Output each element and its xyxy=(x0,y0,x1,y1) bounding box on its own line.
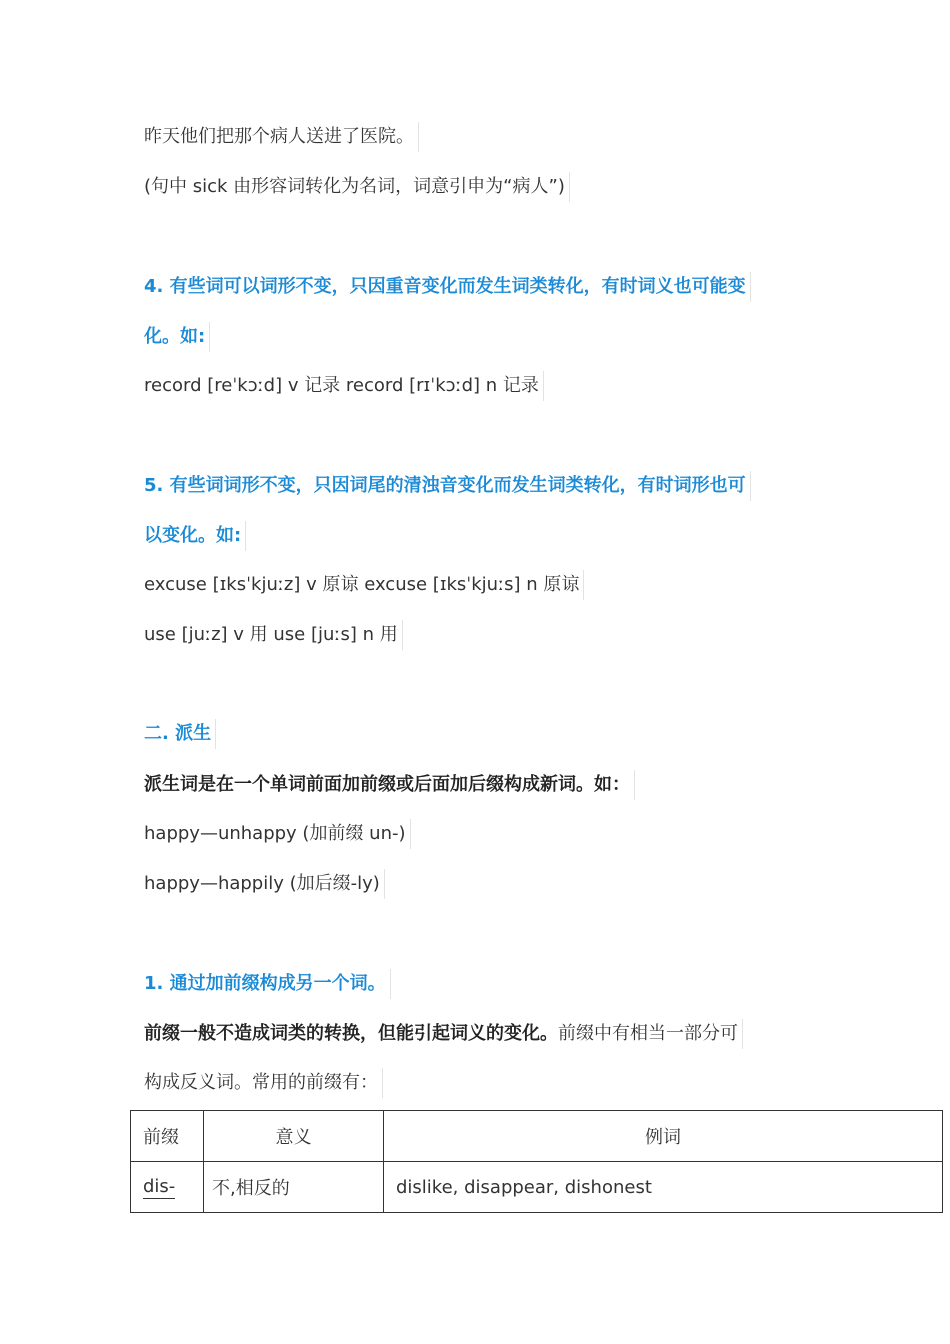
use-example: use [juːz] v 用 use [juːs] n 用 xyxy=(144,620,403,650)
header-meaning: 意义 xyxy=(204,1111,384,1162)
example-note: (句中 sick 由形容词转化为名词，词意引申为“病人”) xyxy=(144,172,570,202)
prefix-paragraph-rest: 前缀中有相当一部分可 xyxy=(558,1023,738,1044)
prefix-paragraph-line1 xyxy=(144,1019,743,1049)
derivation-definition xyxy=(144,770,635,800)
rule-4-heading-line1: 4. 有些词可以词形不变，只因重音变化而发生词类转化，有时词义也可能变 xyxy=(144,272,751,302)
rule-4-heading-line2: 化。如: xyxy=(144,322,210,352)
derivation-example-1: happy—unhappy (加前缀 un-) xyxy=(144,819,411,849)
rule-5-heading-line2: 以变化。如: xyxy=(144,521,246,551)
example-sentence-translation: 昨天他们把那个病人送进了医院。 xyxy=(144,122,419,152)
cell-meaning: 不,相反的 xyxy=(204,1162,384,1213)
table-header-row xyxy=(131,1111,943,1162)
cell-examples: dislike, disappear, dishonest xyxy=(384,1162,943,1213)
excuse-example: excuse [ɪksˈkjuːz] v 原谅 excuse [ɪksˈkjuːs] n 原谅 xyxy=(144,570,584,600)
prefix-table xyxy=(130,1110,943,1213)
derivation-definition-text: 派生词是在一个单词前面加前缀或后面加后缀构成新词。如： xyxy=(144,774,630,795)
header-prefix: 前缀 xyxy=(131,1111,204,1162)
section-2-heading: 二. 派生 xyxy=(144,719,216,749)
header-examples: 例词 xyxy=(384,1111,943,1162)
prefix-paragraph-line2: 构成反义词。常用的前缀有： xyxy=(144,1068,383,1098)
prefix-paragraph-bold: 前缀一般不造成词类的转换，但能引起词义的变化。 xyxy=(144,1023,558,1044)
prefix-value: dis- xyxy=(143,1175,176,1197)
cell-prefix xyxy=(131,1162,204,1213)
table-row xyxy=(131,1162,943,1213)
record-example: record [reˈkɔːd] v 记录 record [rɪˈkɔːd] n 记录 xyxy=(144,371,544,401)
prefix-heading: 1. 通过加前缀构成另一个词。 xyxy=(144,969,391,999)
derivation-example-2: happy—happily (加后缀-ly) xyxy=(144,869,385,899)
rule-5-heading-line1: 5. 有些词词形不变，只因词尾的清浊音变化而发生词类转化，有时词形也可 xyxy=(144,471,751,501)
